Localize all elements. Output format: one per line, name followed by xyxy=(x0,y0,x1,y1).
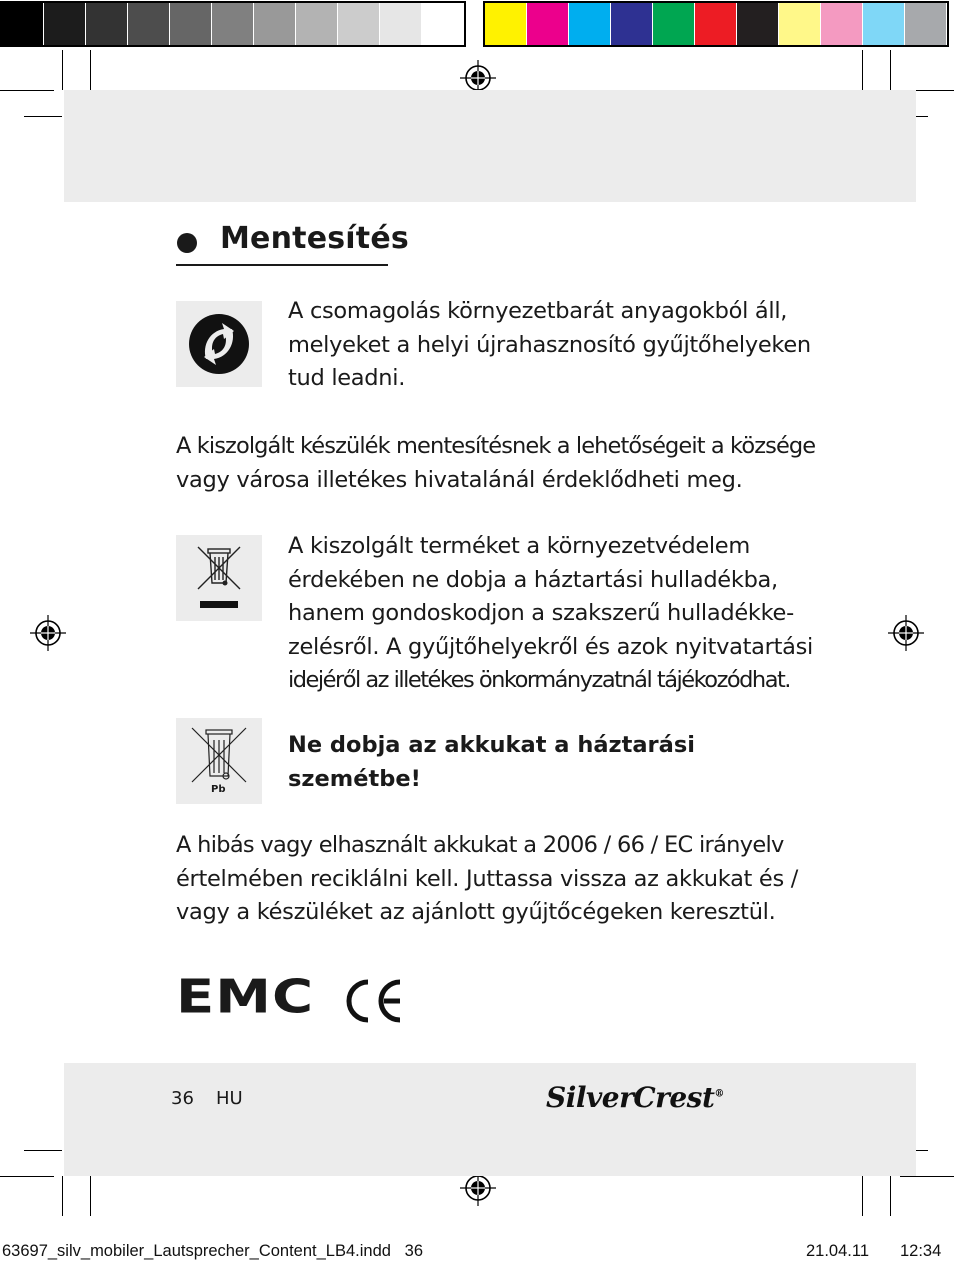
color-swatch xyxy=(212,3,254,45)
slug-date: 21.04.11 xyxy=(806,1242,870,1260)
process-color-bar xyxy=(483,1,949,47)
green-dot-recycling-icon xyxy=(176,301,262,387)
emc-mark: EMC xyxy=(176,970,315,1025)
slug-filename: 63697_silv_mobiler_Lautsprecher_Content_LB4.indd 36 xyxy=(2,1242,424,1260)
color-swatch xyxy=(821,3,863,45)
crop-mark xyxy=(24,116,62,117)
weee-icon-box xyxy=(176,535,262,621)
text-line: A kiszolgált készülék mentesítésnek a lehetőségeit a községe xyxy=(176,433,816,459)
weee-text xyxy=(288,530,813,698)
text-line: érdekében ne dobja a háztartási hulladékba, xyxy=(288,566,778,593)
color-swatch xyxy=(86,3,128,45)
color-swatch xyxy=(2,3,44,45)
color-swatch xyxy=(485,3,527,45)
battery-info-text xyxy=(176,829,798,930)
color-swatch xyxy=(737,3,779,45)
packaging-text xyxy=(288,295,811,396)
crop-mark xyxy=(62,50,63,90)
battery-warning xyxy=(288,729,695,796)
text-line: hanem gondoskodjon a szakszerű hulladékke- xyxy=(288,600,794,626)
color-swatch xyxy=(44,3,86,45)
section-title: Mentesítés xyxy=(220,221,409,256)
color-swatch xyxy=(863,3,905,45)
color-swatch xyxy=(338,3,380,45)
color-swatch xyxy=(128,3,170,45)
footer-band xyxy=(64,1063,916,1176)
text-line: értelmében reciklálni kell. Juttassa vissza az akkukat és / xyxy=(176,865,799,892)
ce-mark-icon xyxy=(340,978,406,1024)
color-swatch xyxy=(527,3,569,45)
text-line: A hibás vagy elhasznált akkukat a 2006 / 66 / EC irányelv xyxy=(176,832,784,858)
color-swatch xyxy=(170,3,212,45)
registration-mark-icon xyxy=(30,615,66,651)
page-number: 36 xyxy=(171,1088,194,1109)
text-line: idejéről az illetékes önkormányzatnál tájékozódhat. xyxy=(288,667,790,693)
color-swatch xyxy=(422,3,464,45)
crop-mark xyxy=(890,1176,891,1216)
language-code: HU xyxy=(216,1088,243,1109)
text-line: vagy városa illetékes hivatalánál érdeklődheti meg. xyxy=(176,466,743,493)
text-line: zelésről. A gyűjtőhelyekről és azok nyitvatartási xyxy=(288,633,814,660)
color-swatch xyxy=(296,3,338,45)
battery-icon-box xyxy=(176,718,262,804)
text-line: szemétbe! xyxy=(288,765,421,792)
crossed-bin-icon xyxy=(176,535,262,621)
registered-mark: ® xyxy=(714,1088,724,1100)
crop-mark xyxy=(90,50,91,90)
crop-mark xyxy=(62,1176,63,1216)
crop-mark xyxy=(24,1150,62,1151)
crop-mark xyxy=(862,50,863,90)
text-line: melyeket a helyi újrahasznosító gyűjtőhelyeken xyxy=(288,331,811,358)
packaging-icon-box xyxy=(176,301,262,387)
crop-mark xyxy=(0,1176,54,1177)
color-swatch xyxy=(695,3,737,45)
color-swatch xyxy=(611,3,653,45)
header-band xyxy=(64,90,916,202)
crop-mark xyxy=(0,90,54,91)
color-swatch xyxy=(569,3,611,45)
color-swatch xyxy=(779,3,821,45)
crop-mark xyxy=(900,1176,954,1177)
color-swatch xyxy=(653,3,695,45)
slug-time: 12:34 xyxy=(900,1242,942,1260)
text-line: tud leadni. xyxy=(288,365,406,391)
color-swatch xyxy=(254,3,296,45)
crop-mark xyxy=(890,50,891,90)
text-line: A csomagolás környezetbarát anyagokból áll, xyxy=(288,298,788,324)
grayscale-color-bar xyxy=(0,1,466,47)
color-swatch xyxy=(905,3,947,45)
brand-logo xyxy=(546,1081,724,1114)
text-line: A kiszolgált terméket a környezetvédelem xyxy=(288,533,750,559)
pb-label: Pb xyxy=(211,784,226,795)
bullet-icon xyxy=(177,233,197,253)
disposal-info-text xyxy=(176,430,815,497)
color-swatch xyxy=(380,3,422,45)
brand-name: SilverCrest xyxy=(546,1081,715,1114)
text-line: Ne dobja az akkukat a háztarási xyxy=(288,732,695,758)
text-line: vagy a készüléket az ajánlott gyűjtőcégeken keresztül. xyxy=(176,899,776,925)
registration-mark-icon xyxy=(888,615,924,651)
